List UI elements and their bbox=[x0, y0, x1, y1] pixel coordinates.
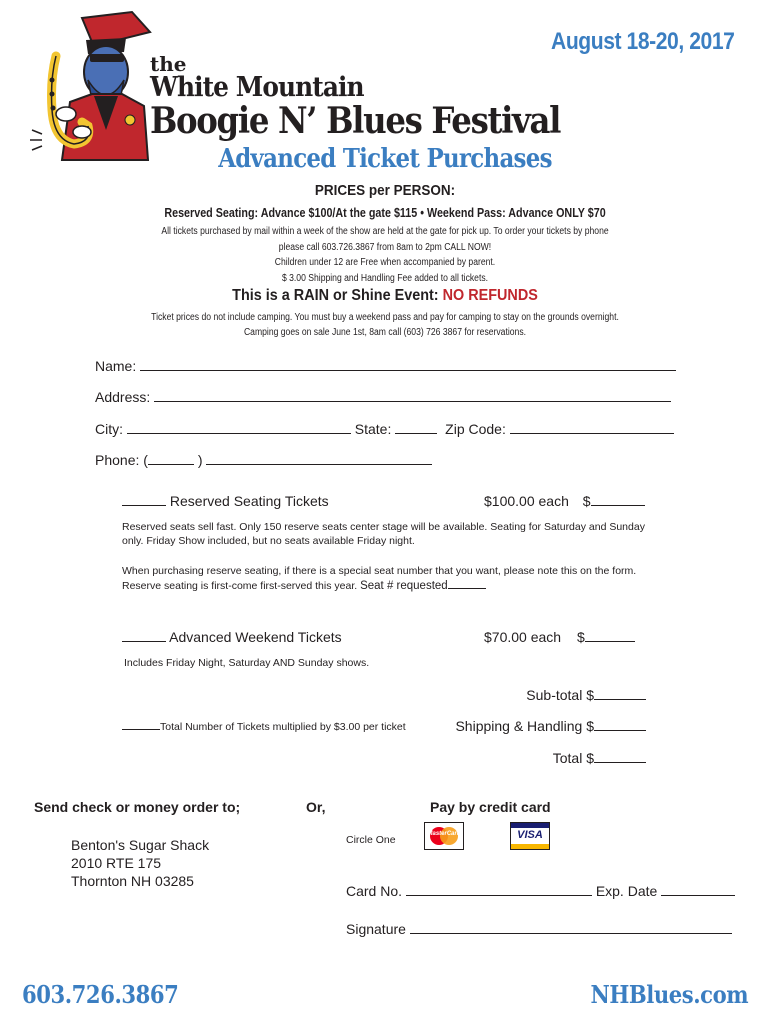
visa-stripe-top bbox=[511, 823, 549, 828]
reserved-seating-note-line: only. Friday Show included, but no seats available Friday night. bbox=[122, 535, 415, 547]
zip-field[interactable] bbox=[510, 419, 674, 434]
credit-card-heading: Pay by credit card bbox=[430, 799, 551, 815]
state-field[interactable] bbox=[395, 419, 437, 434]
address-label: Address: bbox=[95, 389, 151, 405]
reserved-price-row bbox=[484, 491, 645, 509]
subtotal-row bbox=[526, 685, 646, 703]
reserved-amount-field[interactable] bbox=[591, 491, 645, 506]
logo-festival-name: Boogie N’ Blues Festival bbox=[150, 100, 561, 142]
city-label: City: bbox=[95, 421, 123, 437]
address-field[interactable] bbox=[154, 387, 671, 402]
exp-date-label: Exp. Date bbox=[595, 883, 658, 899]
exp-date-field[interactable] bbox=[661, 881, 735, 896]
ticket-info bbox=[54, 224, 716, 286]
weekend-quantity-field[interactable] bbox=[122, 627, 166, 642]
reserved-price: $100.00 each bbox=[484, 493, 569, 509]
event-date: August 18-20, 2017 bbox=[550, 28, 734, 55]
visa-logo-icon: VISA bbox=[517, 829, 543, 841]
reserve-request-note-text: Reserve seating is first-come first-served this year. bbox=[122, 580, 358, 592]
reserved-seating-note bbox=[122, 520, 645, 548]
seat-requested-field[interactable] bbox=[448, 578, 486, 589]
footer-phone: 603.726.3867 bbox=[22, 980, 179, 1009]
weekend-price: $70.00 each bbox=[484, 629, 562, 645]
phone-area-code-field[interactable] bbox=[148, 450, 194, 465]
shipping-label: Shipping & Handling $ bbox=[455, 718, 594, 734]
phone-label: Phone: ( bbox=[95, 452, 148, 468]
weekend-note: Includes Friday Night, Saturday AND Sunday shows. bbox=[124, 657, 370, 669]
city-field[interactable] bbox=[127, 419, 351, 434]
total-field[interactable] bbox=[594, 748, 646, 763]
reserved-quantity-field[interactable] bbox=[122, 491, 166, 506]
signature-field[interactable] bbox=[410, 919, 732, 934]
weekend-price-row bbox=[484, 627, 635, 645]
subtotal-label: Sub-total $ bbox=[526, 687, 594, 703]
ticket-info-line: please call 603.726.3867 from 8am to 2pm CALL NOW! bbox=[278, 241, 492, 253]
ticket-info-line: Children under 12 are Free when accompanied by parent. bbox=[274, 257, 496, 268]
weekend-tickets-row bbox=[122, 627, 342, 645]
mastercard-label: MasterCard bbox=[427, 831, 461, 837]
ticket-info-line: All tickets purchased by mail within a week of the show are held at the gate for pick up. To order your tickets by phone bbox=[161, 226, 609, 237]
mailing-address-line: 2010 RTE 175 bbox=[71, 855, 162, 871]
zip-label: Zip Code: bbox=[445, 421, 506, 437]
total-tickets-field[interactable] bbox=[122, 719, 160, 730]
send-check-heading: Send check or money order to; bbox=[34, 799, 241, 815]
logo-white-mountain: White Mountain bbox=[150, 72, 364, 103]
city-row bbox=[95, 419, 674, 437]
tickets-count-row bbox=[122, 719, 406, 734]
reserved-tickets-row bbox=[122, 491, 329, 509]
reserved-tickets-label: Reserved Seating Tickets bbox=[169, 493, 329, 509]
tickets-count-label: Total Number of Tickets multiplied by $3.00 per ticket bbox=[160, 721, 406, 733]
camping-info-line: Camping goes on sale June 1st, 8am call (603) 726 3867 for reservations. bbox=[243, 327, 527, 338]
or-label: Or, bbox=[306, 799, 326, 815]
total-label: Total $ bbox=[552, 750, 594, 766]
camping-info-line: Ticket prices do not include camping. You must buy a weekend pass and pay for camping to stay on the grounds overnight. bbox=[151, 312, 619, 323]
phone-row bbox=[95, 450, 432, 468]
phone-close-paren: ) bbox=[197, 452, 203, 468]
reserved-seating-note-line: Reserved seats sell fast. Only 150 reserve seats center stage will be available. Seating for Saturday and Sunday bbox=[122, 521, 645, 533]
card-number-row bbox=[346, 881, 735, 899]
weekend-dollar-sign: $ bbox=[576, 629, 585, 645]
logo-the: the bbox=[150, 52, 187, 76]
name-label: Name: bbox=[95, 358, 137, 374]
card-number-field[interactable] bbox=[406, 881, 592, 896]
weekend-amount-field[interactable] bbox=[585, 627, 635, 642]
circle-one-label: Circle One bbox=[346, 834, 396, 846]
page-title: Advanced Ticket Purchases bbox=[218, 144, 552, 174]
mailing-address-line: Thornton NH 03285 bbox=[71, 873, 194, 889]
reserved-dollar-sign: $ bbox=[582, 493, 591, 509]
address-row bbox=[95, 387, 671, 405]
name-row bbox=[95, 356, 676, 374]
prices-heading: PRICES per PERSON: bbox=[314, 182, 456, 199]
ticket-info-line: $ 3.00 Shipping and Handling Fee added to all tickets. bbox=[281, 272, 489, 284]
shipping-row bbox=[455, 716, 646, 734]
signature-label: Signature bbox=[346, 921, 406, 937]
shipping-field[interactable] bbox=[594, 716, 646, 731]
mailing-address-line: Benton's Sugar Shack bbox=[71, 837, 210, 853]
phone-number-field[interactable] bbox=[206, 450, 432, 465]
visa-stripe-bottom bbox=[511, 844, 549, 849]
name-field[interactable] bbox=[140, 356, 676, 371]
pricing-summary: Reserved Seating: Advance $100/At the gate $115 • Weekend Pass: Advance ONLY $70 bbox=[164, 206, 606, 220]
reserve-request-note bbox=[122, 564, 636, 593]
signature-row bbox=[346, 919, 732, 937]
weekend-tickets-label: Advanced Weekend Tickets bbox=[169, 629, 342, 645]
mastercard-option[interactable] bbox=[424, 822, 464, 850]
mailing-address bbox=[71, 836, 209, 890]
visa-option[interactable] bbox=[510, 822, 550, 850]
state-label: State: bbox=[354, 421, 392, 437]
seat-requested-label: Seat # requested bbox=[360, 580, 448, 592]
total-row bbox=[553, 748, 646, 766]
no-refunds-text: NO REFUNDS bbox=[442, 287, 538, 304]
camping-info bbox=[54, 310, 716, 340]
reserve-request-note-line: When purchasing reserve seating, if there is a special seat number that you want, please note this on the form. bbox=[122, 565, 637, 577]
rain-notice-text: This is a RAIN or Shine Event: bbox=[232, 287, 443, 304]
card-number-label: Card No. bbox=[346, 883, 403, 899]
reserve-request-note-line-2 bbox=[122, 578, 636, 593]
rain-notice bbox=[39, 287, 732, 305]
subtotal-field[interactable] bbox=[594, 685, 646, 700]
footer-website-link[interactable]: NHBlues.com bbox=[590, 980, 748, 1009]
